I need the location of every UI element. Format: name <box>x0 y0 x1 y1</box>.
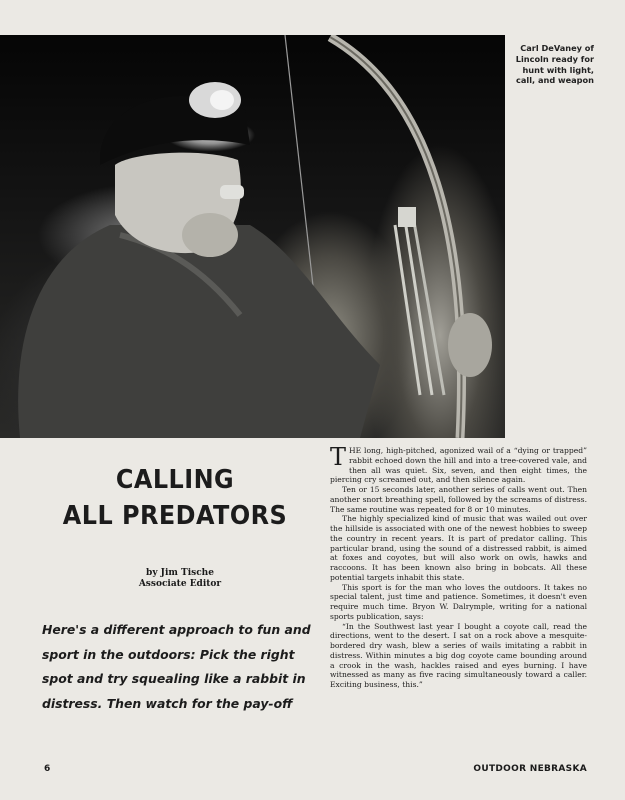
hunter-illustration <box>0 35 505 438</box>
body-paragraph: This sport is for the man who loves the outdoors. It takes no special talent, just time and patience. Sometimes, it doesn't even require much time. Bryon W. Dalrymple, writing for a national sports publication, says: <box>330 582 587 621</box>
article-deck: Here's a different approach to fun and sport in the outdoors: Pick the right spot and try squealing like a rabbit in distress. Then watch for the pay-off <box>42 622 311 711</box>
title-line: CALLING <box>115 465 235 495</box>
drop-cap: T <box>330 443 347 471</box>
body-paragraph <box>330 443 587 485</box>
caption-line: call, and weapon <box>516 75 594 86</box>
author-name: by Jim Tische <box>146 568 214 578</box>
body-paragraph: “In the Southwest last year I bought a coyote call, read the directions, went to the desert. I sat on a rock above a mesquite-bordered dry wash, blew a series of wails imitating a rabbit in distress. Within minutes a big dog coyote came bounding around a crook in the wash, hackles raised and eyes burning. I have witnessed as many as five racing simultaneously toward a caller. Exciting business, this.” <box>330 621 587 689</box>
bow-hand <box>448 313 492 377</box>
paragraph-text: HE long, high-pitched, agonized wail of a “dying or trapped” rabbit echoed down the hill and into a tree-covered vale, and then all was quiet. Six, seven, and then eight times, the piercing cry screamed out, and then silence again. <box>330 446 587 485</box>
author-role: Associate Editor <box>138 579 222 589</box>
byline <box>60 568 300 590</box>
body-paragraph: Ten or 15 seconds later, another series of calls went out. Then another snort breathing spell, followed by the screams of distress. The same routine was repeated for 8 or 10 minutes. <box>330 485 587 514</box>
article-body <box>330 443 587 690</box>
body-paragraph: The highly specialized kind of music that was wailed out over the hillside is associated with one of the newest hobbies to sweep the country in recent years. It is part of predator calling. This particular brand, using the sound of a distressed rabbit, is aimed at foxes and coyotes, but will also work on owls, hawks and raccoons. It has been known also bring in bobcats. All these potential targets inhabit this state. <box>330 514 587 582</box>
article-title <box>51 462 299 534</box>
photo-caption <box>512 43 594 86</box>
predator-call-icon <box>220 185 244 199</box>
publication-name: OUTDOOR NEBRASKA <box>473 764 587 774</box>
page-number: 6 <box>44 764 51 774</box>
hunter-photo <box>0 35 505 438</box>
title-line: ALL PREDATORS <box>62 501 288 531</box>
call-hands <box>182 213 238 257</box>
caption-line: Carl DeVaney of <box>520 43 594 53</box>
quiver-clip <box>398 207 416 227</box>
jacket <box>18 225 380 438</box>
caption-line: Lincoln ready for <box>515 53 594 64</box>
arrow <box>395 225 420 395</box>
caption-line: hunt with light, <box>522 64 594 75</box>
